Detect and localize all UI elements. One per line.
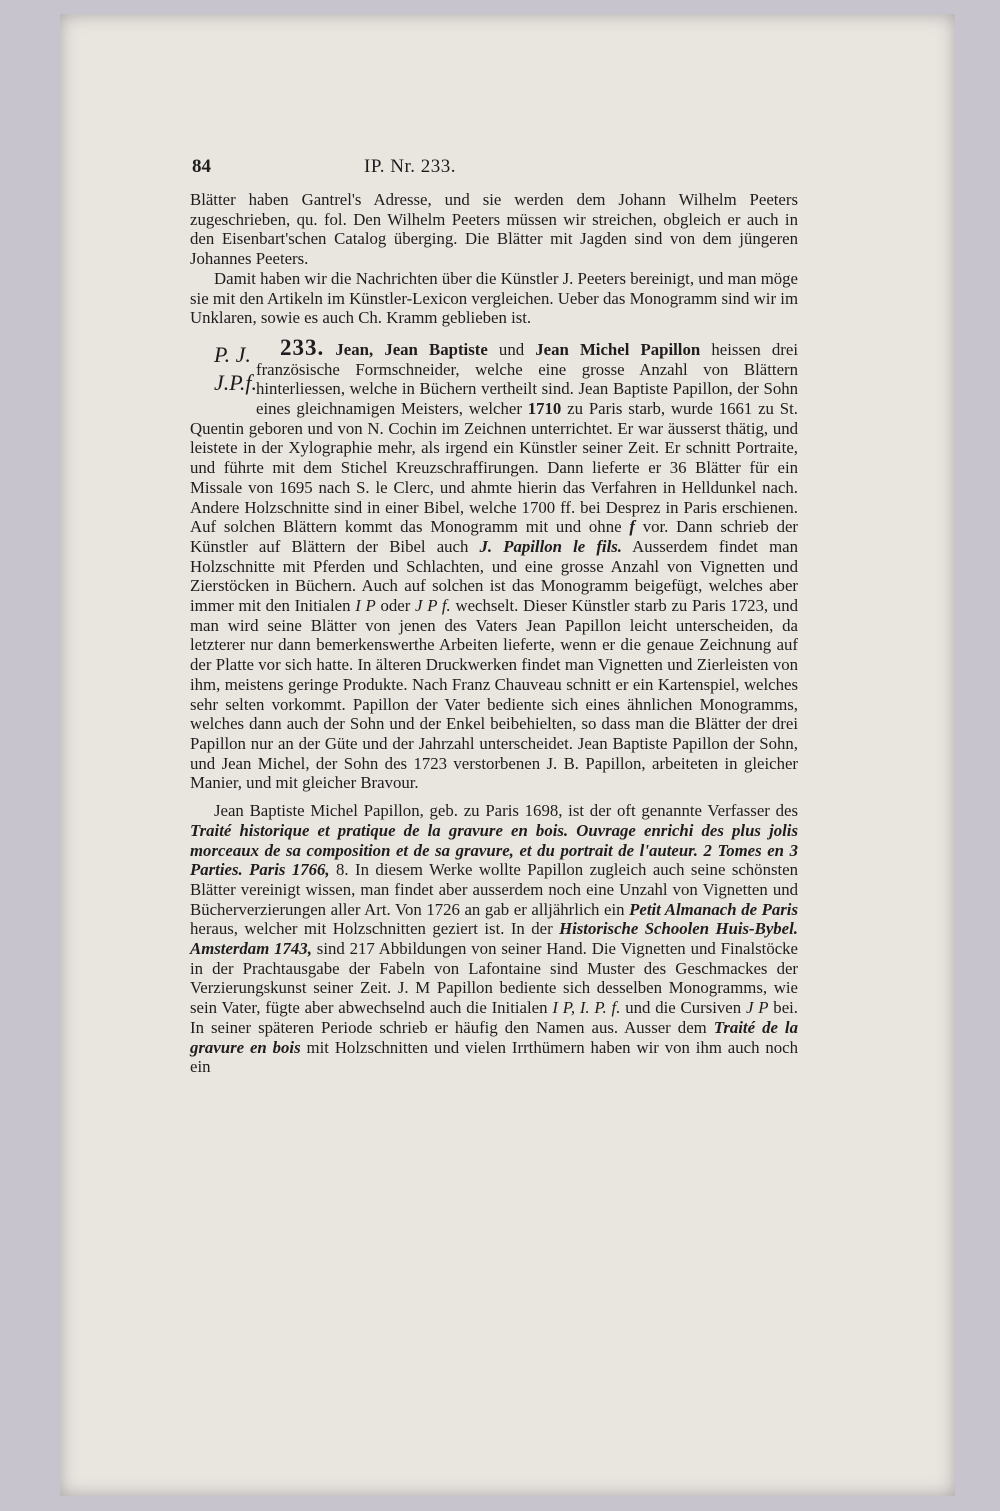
p4-text-i: und die Cursiven bbox=[620, 998, 746, 1018]
paragraph-4 bbox=[190, 801, 798, 1077]
entry-name-3: Jean Michel Papillon bbox=[535, 339, 701, 359]
paragraph-2: Damit haben wir die Nachrichten über die Künstler J. Peeters bereinigt, und man möge sie mit den Artikeln im Künstler-Lexicon vergleichen. Ueber das Monogramm sind wir im Unklaren, sowie es auch Ch. Kramm geblieben ist. bbox=[190, 268, 798, 328]
page-number: 84 bbox=[192, 156, 211, 177]
p4-initials: I P, I. P. f. bbox=[552, 998, 621, 1018]
paragraph-1: Blätter haben Gantrel's Adresse, und sie werden dem Johann Wilhelm Peeters zugeschrieben, qu. fol. Den Wilhelm Peeters müssen wir streichen, obgleich er auch in den Eisenbart'schen Catalog überging. Die Blätter mit Jagden sind von dem jüngeren Johannes Peeters. bbox=[190, 190, 798, 269]
page-body bbox=[190, 190, 798, 1077]
entry-text-4: Ausserdem findet man Holzschnitte mit Pferden und Schlachten, und eine grosse Anzahl von Vignetten und Zierstöcken in Büchern. Auch auf solchen ist das Monogramm beigefügt, welches aber immer mit den Initialen bbox=[190, 536, 798, 616]
p4-title-bybel: Historische Schoolen Huis-Bybel. Amsterdam 1743, bbox=[190, 919, 798, 959]
entry-text-3: vor. Dann schrieb der Künstler auf Blättern der Bibel auch bbox=[190, 517, 799, 556]
p4-title-almanach: Petit Almanach de Paris bbox=[629, 899, 798, 919]
entry-233 bbox=[190, 334, 799, 793]
entry-signature: J. Papillon le fils. bbox=[479, 536, 622, 556]
entry-text-5: oder bbox=[375, 596, 416, 616]
monogram-1: P. J. bbox=[214, 341, 251, 367]
entry-text-2: zu Paris starb, wurde 1661 zu St. Quentin geboren und von N. Cochin im Zeichnen unterrichtet. Er war äusserst thätig, und leistete in der Xylographie mehr, als irgend ein Künstler seiner Zeit. Er schnitt Portraite, und führte mit dem Stichel Kreuzschraffirungen. Dann lieferte er 36 Blätter für ein Missale von 1695 nach S. le Clerc, und ahmte hierin das Verfahren in Helldunkel nach. Andere Holzschnitte sind in einer Bibel, welche 1700 ff. bei Desprez in Paris erschienen. Auf solchen Blättern kommt das Monogramm mit und ohne bbox=[190, 399, 798, 537]
entry-year: 1710 bbox=[527, 399, 562, 419]
entry-text-6: wechselt. Dieser Künstler starb zu Paris 1723, und man wird seine Blätter von jenen des Vaters Jean Papillon leicht unterscheiden, da letzterer nur dann bemerkenswerthe Arbeiten lieferte, wenn er die genaue Zeichnung auf der Platte vor sich hatte. In älteren Druckwerken findet man Vignetten und Zierleisten von ihm, meistens geringe Produkte. Nach Franz Chauveau schnitt er ein Kartenspiel, welches sehr selten vorkommt. Papillon der Vater bediente sich eines ähnlichen Monogramms, welches dann auch der Sohn und der Enkel beibehielten, so dass man die Blätter der drei Papillon nur an der Güte und der Jahrzahl unterscheidet. Jean Baptiste Papillon der Sohn, und Jean Michel, der Sohn des 1723 verstorbenen J. B. Papillon, arbeiteten in gleicher Manier, und mit gleicher Bravour. bbox=[190, 596, 798, 793]
p4-text-m: mit Holzschnitten und vielen Irrthümern haben wir von ihm auch noch ein bbox=[190, 1037, 798, 1077]
p4-title-traite: Traité historique et pratique de la gravure en bois. Ouvrage enrichi des plus jolis morceaux de sa composition et de sa gravure, et du portrait de l'auteur. 2 Tomes en 3 Parties. Paris 1766, bbox=[190, 820, 798, 880]
running-head: IP. Nr. 233. bbox=[364, 156, 457, 177]
p4-text-c: 8. In diesem Werke wollte Papillon zugleich auch seine schönsten Blätter vereinigt wissen, man findet aber ausserdem noch eine Unzahl von Vignetten und Bücherverzierungen aller Art. Von 1726 an gab er alljährlich ein bbox=[190, 860, 798, 919]
p4-text-e: heraus, welcher mit Holzschnitten geziert ist. In der bbox=[190, 919, 560, 939]
monogram-2: J.P.f. bbox=[214, 369, 257, 395]
monogram-block bbox=[190, 341, 256, 401]
entry-number: 233. bbox=[280, 334, 325, 360]
entry-text-1: heissen drei französische Formschneider, welche eine grosse Anzahl von Blättern hinterliessen, welche in Büchern vertheilt sind. Jean Baptiste Papillon, der Sohn eines gleichnamigen Meisters, welcher bbox=[256, 339, 798, 419]
entry-initials-2: J P f. bbox=[415, 596, 451, 616]
entry-names: Jean, Jean Baptiste bbox=[335, 339, 488, 359]
p4-text-g: sind 217 Abbildungen von seiner Hand. Die Vignetten und Finalstöcke in der Prachtausgabe der Fabeln von Lafontaine sind Muster des Geschmackes der Verzierungskunst seiner Zeit. J. M Papillon bediente sich desselben Monogramms, wie sein Vater, fügte aber abwechselnd auch die Initialen bbox=[190, 939, 798, 1018]
entry-paragraph bbox=[190, 334, 799, 793]
spacer bbox=[190, 793, 798, 801]
p4-text-k: bei. In seiner späteren Periode schrieb er häufig den Namen aus. Ausser dem bbox=[190, 998, 798, 1037]
p4-title-traite-2: Traité de la gravure en bois bbox=[190, 1017, 798, 1057]
entry-f: f bbox=[629, 517, 635, 537]
p4-cursive: J P bbox=[745, 998, 769, 1018]
entry-und: und bbox=[498, 339, 525, 359]
entry-initials-1: I P bbox=[355, 596, 376, 616]
p4-text-a: Jean Baptiste Michel Papillon, geb. zu Paris 1698, ist der oft genannte Verfasser des bbox=[214, 801, 798, 821]
